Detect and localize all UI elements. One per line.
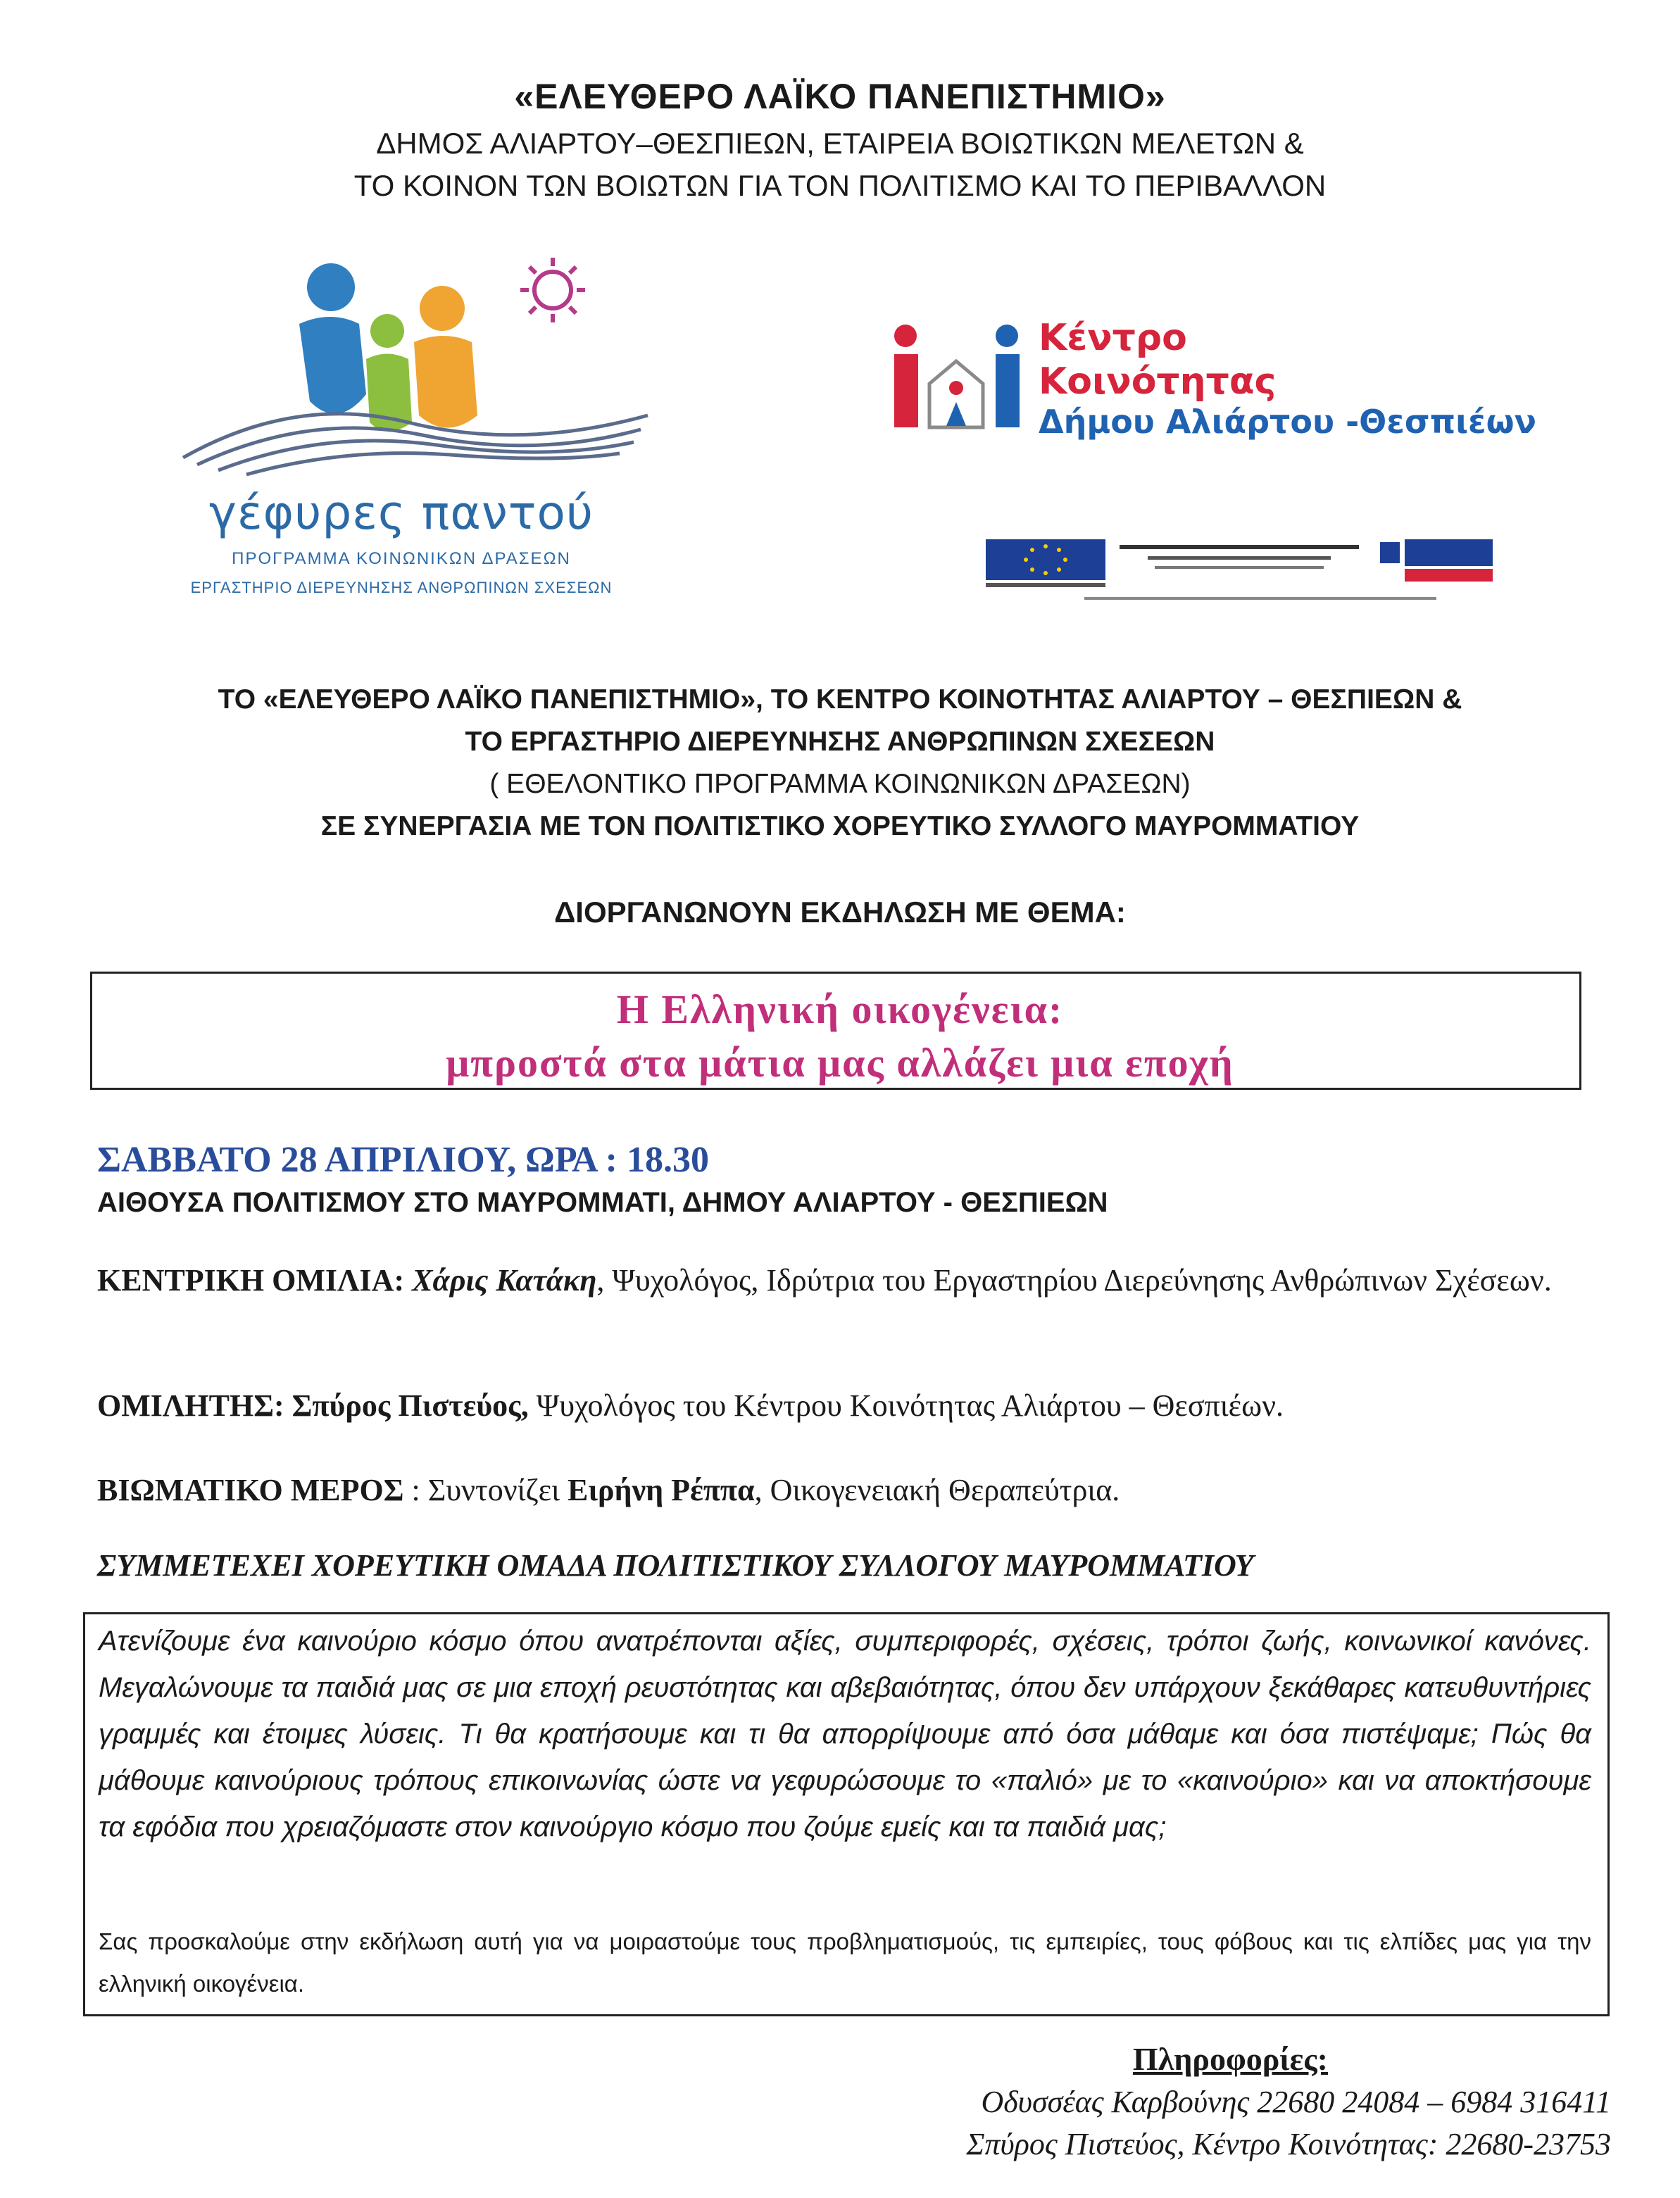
logo-right-line-2: Κοινότητας — [1039, 360, 1277, 403]
logo-left-name: γέφυρες παντού — [208, 486, 594, 540]
experiential-label: ΒΙΩΜΑΤΙΚΟ ΜΕΡΟΣ — [97, 1473, 404, 1507]
logo-left-sub2: ΕΡΓΑΣΤΗΡΙΟ ΔΙΕΡΕΥΝΗΣΗΣ ΑΝΘΡΩΠΙΝΩΝ ΣΧΕΣΕΩΝ — [190, 579, 613, 596]
speaker — [97, 1383, 1597, 1429]
logo-right-line-1: Κέντρο — [1039, 317, 1187, 359]
organizers-line-1: ΤΟ «ΕΛΕΥΘΕΡΟ ΛΑΪΚΟ ΠΑΝΕΠΙΣΤΗΜΙΟ», ΤΟ ΚΕΝΤΡΟ ΚΟΙΝΟΤΗΤΑΣ ΑΛΙΑΡΤΟΥ – ΘΕΣΠΙΕΩΝ & — [218, 684, 1462, 715]
description-text: Ατενίζουμε ένα καινούριο κόσμο όπου ανατρέπονται αξίες, συμπεριφορές, σχέσεις, τρόποι ζωής, κοινωνικοί κανόνες. Μεγαλώνουμε τα παιδιά μας σε μια εποχή ρευστότητας και αβεβαιότητας, όπου δεν υπάρχουν ξεκάθαρες κατευθυντήριες γραμμές και έτοιμες λύσεις. Τι θα κρατήσουμε και τι θα απορρίψουμε από όσα μάθαμε και όσα πιστέψαμε; Πώς θα μάθουμε καινούριους τρόπους επικοινωνίας ώστε να γεφυρώσουμε το «παλιό» με το «καινούριο» και να αποκτήσουμε τα εφόδια που χρειαζόμαστε στον καινούργιο κόσμο που ζούμε εμείς και τα παιδιά μας; — [99, 1626, 1591, 1842]
theme-line-1: Η Ελληνική οικογένεια: — [616, 986, 1064, 1032]
organizers-line-2: ΤΟ ΕΡΓΑΣΤΗΡΙΟ ΔΙΕΡΕΥΝΗΣΗΣ ΑΝΘΡΩΠΙΝΩΝ ΣΧΕΣΕΩΝ — [465, 727, 1215, 757]
espa-logo-icon — [1405, 539, 1493, 566]
espa-funding-strip — [986, 535, 1500, 605]
info-contact-1: Οδυσσέας Καρβούνης 22680 24084 – 6984 316411 — [981, 2085, 1611, 2119]
organizers-line-3: ( ΕΘΕΛΟΝΤΙΚΟ ΠΡΟΓΡΑΜΜΑ ΚΟΙΝΩΝΙΚΩΝ ΔΡΑΣΕΩΝ) — [489, 769, 1191, 799]
dance-group: ΣΥΜΜΕΤΕΧΕΙ ΧΟΡΕΥΤΙΚΗ ΟΜΑΔΑ ΠΟΛΙΤΙΣΤΙΚΟΥ ΣΥΛΛΟΓΟΥ ΜΑΥΡΟΜΜΑΤΙΟΥ — [97, 1548, 1254, 1583]
organizers-line-4: ΣΕ ΣΥΝΕΡΓΑΣΙΑ ΜΕ ΤΟΝ ΠΟΛΙΤΙΣΤΙΚΟ ΧΟΡΕΥΤΙΚΟ ΣΥΛΛΟΓΟ ΜΑΥΡΟΜΜΑΤΙΟΥ — [320, 811, 1360, 841]
invitation-text: Σας προσκαλούμε στην εκδήλωση αυτή για να μοιραστούμε τους προβληματισμούς, τις εμπειρίες, τους φόβους και τις ελπίδες μας για την ελληνική οικογένεια. — [99, 1928, 1591, 1997]
main-speaker-name: Χάρις Κατάκη — [412, 1263, 597, 1298]
experiential-part — [97, 1467, 1597, 1514]
main-speech — [97, 1257, 1597, 1304]
speaker-desc: Ψυχολόγος του Κέντρου Κοινότητας Αλιάρτου – Θεσπιέων. — [528, 1388, 1284, 1423]
main-speech-label: ΚΕΝΤΡΙΚΗ ΟΜΙΛΙΑ: — [97, 1263, 405, 1298]
sun-icon — [520, 258, 585, 322]
speaker-name: Σπύρος Πιστεύος, — [292, 1388, 529, 1423]
organize-heading: ΔΙΟΡΓΑΝΩΝΟΥΝ ΕΚΔΗΛΩΣΗ ΜΕ ΘΕΜΑ: — [554, 896, 1126, 929]
logo-right-line-3: Δήμου Αλιάρτου -Θεσπιέων — [1039, 403, 1536, 441]
header-line-2: ΤΟ ΚΟΙΝΟΝ ΤΩΝ ΒΟΙΩΤΩΝ ΓΙΑ ΤΟΝ ΠΟΛΙΤΙΣΜΟ ΚΑΙ ΤΟ ΠΕΡΙΒΑΛΛΟΝ — [353, 169, 1327, 202]
theme-line-2: μπροστά στα μάτια μας αλλάζει μια εποχή — [446, 1040, 1234, 1086]
logo-left-sub1: ΠΡΟΓΡΑΜΜΑ ΚΟΙΝΩΝΙΚΩΝ ΔΡΑΣΕΩΝ — [232, 549, 571, 568]
event-date: ΣΑΒΒΑΤΟ 28 ΑΠΡΙΛΙΟΥ, ΩΡΑ : 18.30 — [97, 1140, 709, 1180]
speaker-label: ΟΜΙΛΗΤΗΣ: — [97, 1388, 284, 1423]
experiential-name: Ειρήνη Ρέππα — [567, 1473, 755, 1507]
experiential-pre: : Συντονίζει — [403, 1473, 568, 1507]
wave-lines — [183, 414, 648, 475]
header-line-1: ΔΗΜΟΣ ΑΛΙΑΡΤΟΥ–ΘΕΣΠΙΕΩΝ, ΕΤΑΙΡΕΙΑ ΒΟΙΩΤΙΚΩΝ ΜΕΛΕΤΩΝ & — [376, 127, 1304, 160]
header-title: «ΕΛΕΥΘΕΡΟ ΛΑΪΚΟ ΠΑΝΕΠΙΣΤΗΜΙΟ» — [514, 77, 1166, 116]
family-figures — [299, 263, 477, 432]
event-venue: ΑΙΘΟΥΣΑ ΠΟΛΙΤΙΣΜΟΥ ΣΤΟ ΜΑΥΡΟΜΜΑΤΙ, ΔΗΜΟΥ ΑΛΙΑΡΤΟΥ - ΘΕΣΠΙΕΩΝ — [97, 1187, 1108, 1218]
kentro-koinotitas-icon — [887, 320, 1028, 433]
experiential-desc: , Οικογενειακή Θεραπεύτρια. — [754, 1473, 1120, 1507]
info-title: Πληροφορίες: — [1132, 2041, 1328, 2077]
main-speaker-desc: , Ψυχολόγος, Ιδρύτρια του Εργαστηρίου Διερεύνησης Ανθρώπινων Σχέσεων. — [596, 1263, 1552, 1298]
info-contact-2: Σπύρος Πιστεύος, Κέντρο Κοινότητας: 22680-23753 — [966, 2127, 1611, 2161]
